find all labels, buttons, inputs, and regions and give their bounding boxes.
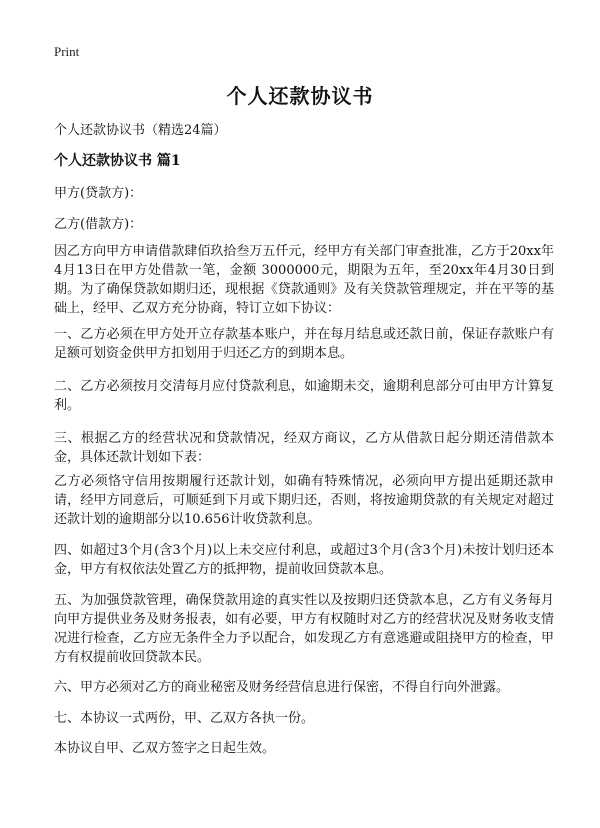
party-b-line: 乙方(借款方)： [54, 217, 143, 232]
section-title: 个人还款协议书 篇1 [54, 153, 181, 169]
paragraph-clause-5: 五、为加强贷款管理，确保贷款用途的真实性以及按期归还贷款本息，乙方有义务每月向甲方提供业务及财务报表，如有必要，甲方有权随时对乙方的经营状况及财务收支情况进行检查，乙方应无条件全力予以配合，如发现乙方有意逃避或阻挠甲方的检查，甲方有权提前收回贷款本民。 [54, 593, 554, 665]
print-link[interactable]: Print [54, 44, 80, 59]
paragraph-intro: 因乙方向甲方申请借款肆佰玖拾叁万五仟元，经甲方有关部门审查批准，乙方于20xx年4月13日在甲方处借款一笔，金额 3000000元，期限为五年，至20xx年4月30日到期。为了确保贷款如期归还，现根据《贷款通则》及有关贷款管理规定，并在平等的基础上，经甲、乙双方充分协商，特订立如下协议： [54, 244, 554, 316]
paragraph-clause-2: 二、乙方必须按月交清每月应付贷款利息，如逾期未交，逾期利息部分可由甲方计算复利。 [54, 379, 554, 413]
paragraph-repayment-plan: 乙方必须恪守信用按期履行还款计划，如确有特殊情况，必须向甲方提出延期还款申请，经甲方同意后，可顺延到下月或下期归还，否则，将按逾期贷款的有关规定对超过还款计划的逾期部分以10.656计收贷款利息。 [54, 474, 554, 527]
paragraph-effective: 本协议自甲、乙双方签字之日起生效。 [54, 741, 276, 756]
paragraph-clause-1: 一、乙方必须在甲方处开立存款基本账户，并在每月结息或还款日前，保证存款账户有足额可划资金供甲方扣划用于归还乙方的到期本息。 [54, 327, 554, 361]
paragraph-clause-4: 四、如超过3个月(含3个月)以上未交应付利息，或超过3个月(含3个月)未按计划归还本金，甲方有权依法处置乙方的抵押物，提前收回贷款本息。 [54, 543, 554, 577]
paragraph-clause-7: 七、本协议一式两份，甲、乙双方各执一份。 [54, 711, 315, 726]
paragraph-clause-3: 三、根据乙方的经营状况和贷款情况，经双方商议，乙方从借款日起分期还清借款本金，具体还款计划如下表： [54, 431, 554, 465]
party-a-line: 甲方(贷款方)： [54, 186, 143, 201]
page-title: 个人还款协议书 [226, 84, 374, 108]
paragraph-clause-6: 六、甲方必须对乙方的商业秘密及财务经营信息进行保密，不得自行向外泄露。 [54, 680, 510, 695]
document-subtitle: 个人还款协议书（精选24篇） [54, 123, 227, 138]
